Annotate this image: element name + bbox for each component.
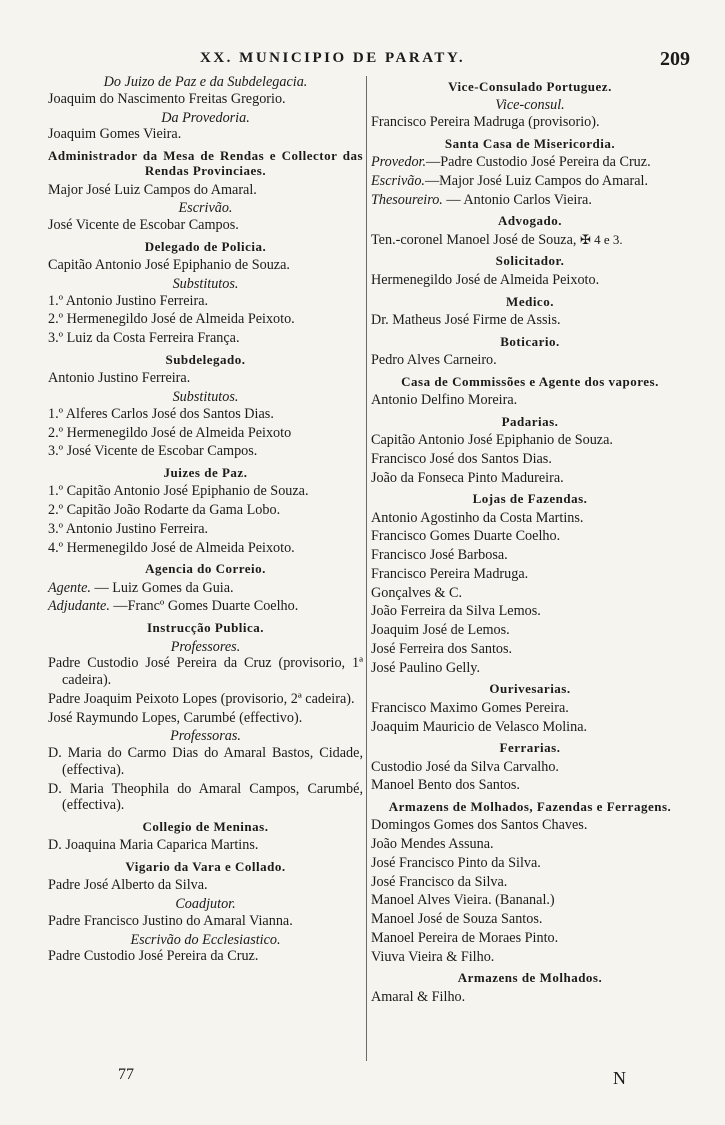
role-name: —Francº Gomes Duarte Coelho. <box>113 598 299 615</box>
section-heading-armazens-m: Armazens de Molhados. <box>457 970 603 986</box>
entry: Major José Luiz Campos do Amaral. <box>48 181 257 198</box>
list-item: João Mendes Assuna. <box>371 836 494 853</box>
role-name: —Major José Luiz Campos do Amaral. <box>424 172 649 189</box>
list-item: Domingos Gomes dos Santos Chaves. <box>371 817 588 834</box>
running-title: XX. MUNICIPIO DE PARATY. <box>200 50 466 66</box>
subheading-vice-consul: Vice-consul. <box>495 97 565 114</box>
list-item: D. Maria Theophila do Amaral Campos, Carumbé, (effectiva). <box>48 780 363 814</box>
entry: Joaquim do Nascimento Freitas Gregorio. <box>48 90 286 107</box>
list-item: 2.º Capitão João Rodarte da Gama Lobo. <box>48 502 281 519</box>
entry: Dr. Matheus José Firme de Assis. <box>371 311 561 328</box>
entry-adjudante <box>48 598 363 615</box>
entry: Padre José Alberto da Silva. <box>48 877 208 894</box>
honours: ✠ 4 e 3. <box>580 231 623 247</box>
section-heading-fazendas: Lojas de Fazendas. <box>472 491 588 507</box>
list-item: Viuva Vieira & Filho. <box>371 948 495 965</box>
list-item: 2.º Hermenegildo José de Almeida Peixoto. <box>48 311 295 328</box>
signature-mark: N <box>613 1068 626 1088</box>
section-heading-armazens-mff: Armazens de Molhados, Fazendas e Ferragens. <box>388 799 672 815</box>
list-item: Joaquim José de Lemos. <box>371 622 510 639</box>
entry <box>371 232 689 249</box>
role-label: Thesoureiro. <box>371 191 443 208</box>
list-item: João da Fonseca Pinto Madureira. <box>371 469 564 486</box>
entry-agente <box>48 580 363 597</box>
entry: Antonio Justino Ferreira. <box>48 370 191 387</box>
list-item: Francisco Pereira Madruga. <box>371 565 529 582</box>
section-heading-vigario: Vigario da Vara e Collado. <box>125 859 286 875</box>
list-item: Gonçalves & C. <box>371 584 463 601</box>
section-heading-juizo: Do Juizo de Paz e da Subdelegacia. <box>103 74 308 90</box>
entry: José Vicente de Escobar Campos. <box>48 217 239 234</box>
page-header <box>40 48 690 74</box>
section-heading-padarias: Padarias. <box>501 413 559 429</box>
list-item: 3.º Luiz da Costa Ferreira França. <box>48 330 240 347</box>
section-heading-subdelegado: Subdelegado. <box>165 351 246 367</box>
list-item: José Raymundo Lopes, Carumbé (effectivo). <box>48 709 303 726</box>
role-label: Agente. <box>48 579 91 596</box>
list-item: José Francisco da Silva. <box>371 873 508 890</box>
subheading-professoras: Professoras. <box>170 728 241 745</box>
section-heading-juizes: Juizes de Paz. <box>163 465 248 481</box>
entry: Hermenegildo José de Almeida Peixoto. <box>371 271 600 288</box>
page-number: 209 <box>660 48 690 70</box>
list-item: 2.º Hermenegildo José de Almeida Peixoto <box>48 424 292 441</box>
subheading-professores: Professores. <box>170 638 241 655</box>
list-item: 1.º Alferes Carlos José dos Santos Dias. <box>48 405 274 422</box>
section-heading-misericordia: Santa Casa de Misericordia. <box>444 135 616 151</box>
list-item: Amaral & Filho. <box>371 988 466 1005</box>
list-item: Francisco José Barbosa. <box>371 547 508 564</box>
entry: Padre Custodio José Pereira da Cruz. <box>48 948 259 965</box>
list-item: Padre Joaquim Peixoto Lopes (provisorio, 2ª cadeira). <box>48 690 355 707</box>
list-item: 1.º Antonio Justino Ferreira. <box>48 292 209 309</box>
section-heading-instrucao: Instrucção Publica. <box>146 620 265 636</box>
list-item: Francisco Gomes Duarte Coelho. <box>371 528 561 545</box>
subheading-escrivao: Escrivão. <box>178 200 233 217</box>
section-heading-ourivesarias: Ourivesarias. <box>489 681 571 697</box>
list-item: José Francisco Pinto da Silva. <box>371 854 541 871</box>
list-item: 3.º Antonio Justino Ferreira. <box>48 520 209 537</box>
list-item: Manoel Pereira de Moraes Pinto. <box>371 929 559 946</box>
section-heading-commissoes: Casa de Commissões e Agente dos vapores. <box>401 373 659 389</box>
list-item: Padre Custodio José Pereira da Cruz (provisorio, 1ª cadeira). <box>48 655 363 689</box>
list-item: João Ferreira da Silva Lemos. <box>371 603 541 620</box>
list-item: Manoel Bento dos Santos. <box>371 777 520 794</box>
entry: Joaquim Gomes Vieira. <box>48 126 182 143</box>
entry: Francisco Pereira Madruga (provisorio). <box>371 114 600 131</box>
entry-thesoureiro <box>371 192 689 209</box>
list-item: Manoel José de Souza Santos. <box>371 911 543 928</box>
role-name: —Padre Custodio José Pereira da Cruz. <box>426 154 651 171</box>
left-column <box>48 74 363 967</box>
section-heading-ferrarias: Ferrarias. <box>499 740 561 756</box>
column-divider <box>366 76 367 1061</box>
list-item: D. Maria do Carmo Dias do Amaral Bastos, Cidade, (effectiva). <box>48 745 363 778</box>
section-heading-provedoria: Da Provedoria. <box>161 109 250 126</box>
role-label: Adjudante. <box>48 598 110 615</box>
subheading-substitutos: Substitutos. <box>172 275 239 292</box>
entry: D. Joaquina Maria Caparica Martins. <box>48 837 259 854</box>
subheading-escrivao-ecclesiastico: Escrivão do Ecclesiastico. <box>130 931 281 948</box>
section-heading-boticario: Boticario. <box>500 333 560 349</box>
list-item: 1.º Capitão Antonio José Epiphanio de Souza. <box>48 483 309 500</box>
entry-provedor <box>371 154 689 171</box>
list-item: 4.º Hermenegildo José de Almeida Peixoto. <box>48 539 295 556</box>
entry-escrivao <box>371 173 689 190</box>
section-heading-advogado: Advogado. <box>497 213 563 229</box>
list-item: Francisco Maximo Gomes Pereira. <box>371 699 569 716</box>
list-item: Joaquim Mauricio de Velasco Molina. <box>371 718 588 735</box>
section-heading-correio: Agencia do Correio. <box>145 561 266 577</box>
role-label: Provedor. <box>371 154 427 171</box>
list-item: Francisco José dos Santos Dias. <box>371 450 552 467</box>
list-item: José Paulino Gelly. <box>371 659 481 676</box>
section-heading-solicitador: Solicitador. <box>495 253 565 269</box>
right-column <box>371 74 689 1008</box>
role-label: Escrivão. <box>371 172 425 189</box>
role-name: — Antonio Carlos Vieira. <box>446 191 592 208</box>
subheading-substitutos: Substitutos. <box>172 389 239 406</box>
section-heading-collegio: Collegio de Meninas. <box>142 819 269 835</box>
folio-number: 77 <box>118 1066 134 1083</box>
role-name: — Luiz Gomes da Guia. <box>94 579 234 596</box>
entry: Capitão Antonio José Epiphanio de Souza. <box>48 257 290 274</box>
list-item: 3.º José Vicente de Escobar Campos. <box>48 443 258 460</box>
section-heading-delegado: Delegado de Policia. <box>144 238 267 254</box>
entry: Padre Francisco Justino do Amaral Vianna. <box>48 912 293 929</box>
subheading-coadjutor: Coadjutor. <box>175 896 236 913</box>
list-item: Capitão Antonio José Epiphanio de Souza. <box>371 432 613 449</box>
section-heading-mesa: Administrador da Mesa de Rendas e Collector das Rendas Provinciaes. <box>48 148 363 179</box>
list-item: Custodio José da Silva Carvalho. <box>371 758 559 775</box>
list-item: Manoel Alves Vieira. (Bananal.) <box>371 892 555 909</box>
section-heading-medico: Medico. <box>506 293 554 309</box>
entry: Antonio Delfino Moreira. <box>371 392 518 409</box>
role-name: Ten.-coronel Manoel José de Souza, <box>371 231 577 248</box>
section-heading-consulado: Vice-Consulado Portuguez. <box>448 79 612 94</box>
list-item: Antonio Agostinho da Costa Martins. <box>371 509 584 526</box>
list-item: José Ferreira dos Santos. <box>371 640 513 657</box>
entry: Pedro Alves Carneiro. <box>371 351 497 368</box>
